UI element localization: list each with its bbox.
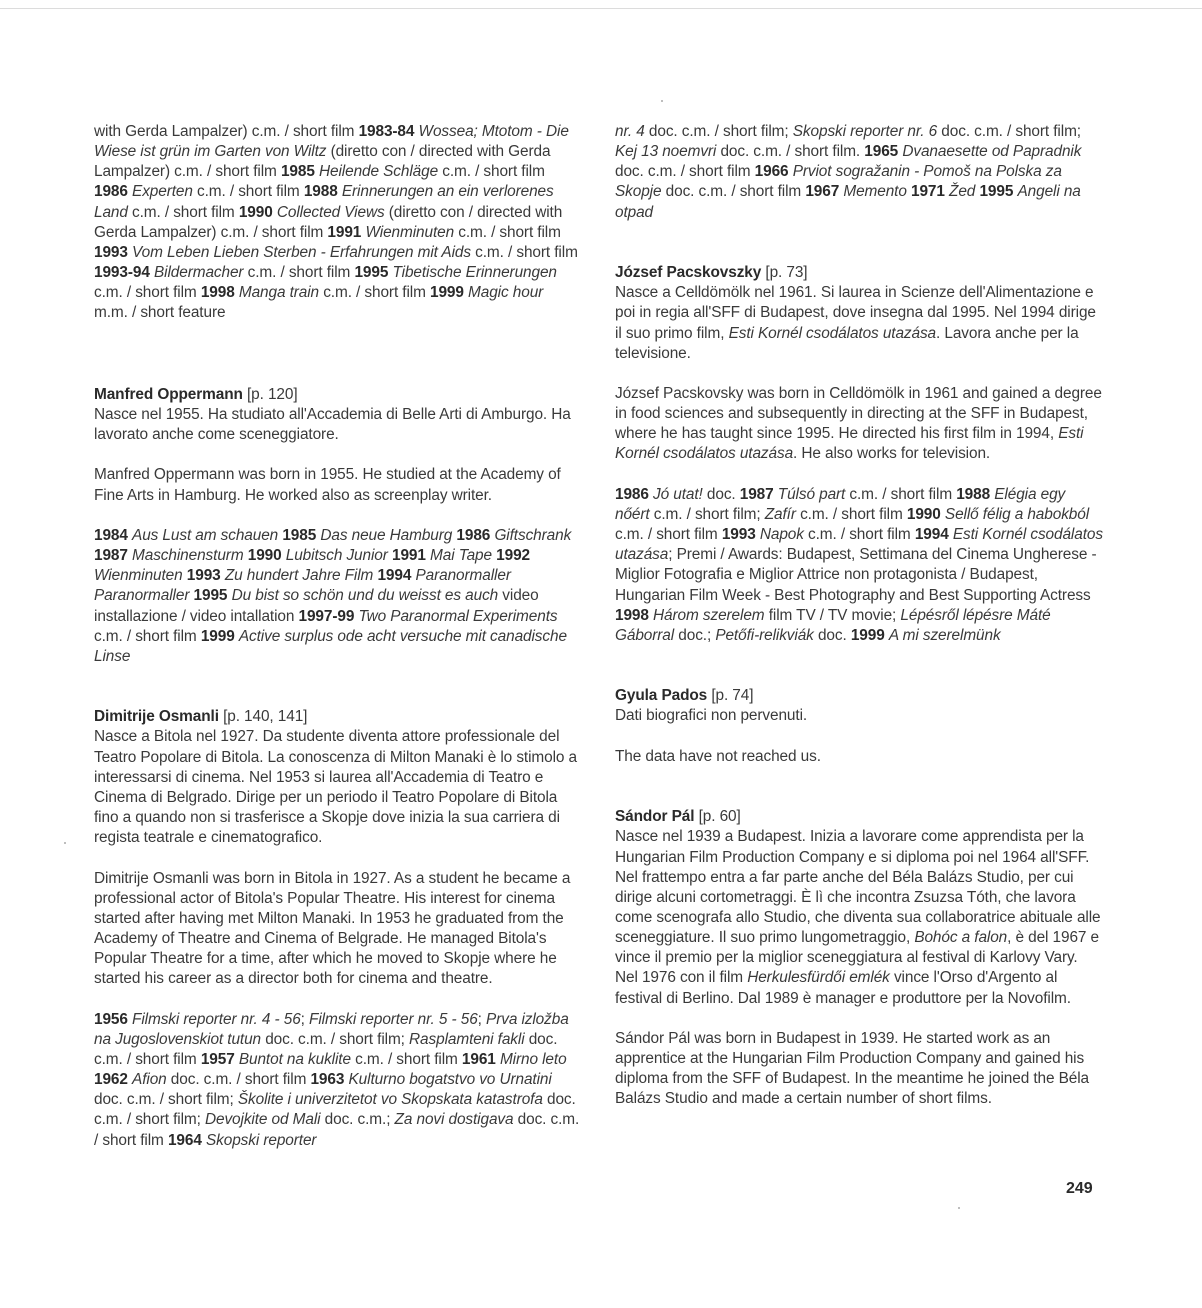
continued-filmography: [94, 122, 580, 324]
title: Három szerelem: [653, 606, 765, 624]
title: Two Paranormal Experiments: [358, 607, 558, 625]
biography-entry: [615, 263, 1103, 646]
text-run: doc. c.m. / short film: [661, 183, 806, 201]
continued-filmography: [615, 122, 1103, 223]
year: 1999: [200, 627, 235, 645]
page-reference: [p. 140, 141]: [218, 708, 308, 726]
text-run: c.m. / short film: [127, 203, 239, 221]
year: 1993: [94, 243, 128, 261]
text-run: . Lavora anche per la televisione.: [615, 324, 1079, 362]
year: 1966: [754, 163, 789, 181]
year: 1995: [354, 264, 389, 282]
text-run: doc. c.m. / short film;: [937, 123, 1081, 140]
text-run: Nasce a Celldömölk nel 1961. Si laurea in Scienze dell'Alimentazione e poi in regia all'SFF di Budapest, dove insegna dal 1995. Nel 1994 dirige il suo primo film,: [615, 284, 1096, 342]
title: Zafír: [764, 505, 796, 523]
title: Mai Tape: [430, 547, 492, 565]
title: Školite i univerzitetot vo Skopskata katastrofa: [237, 1091, 543, 1109]
year: 1985: [280, 163, 315, 181]
title: Prva izložba na Jugoslovenskiot tutun: [94, 1010, 569, 1048]
title: Filmski reporter nr. 5 - 56: [309, 1010, 478, 1028]
text-run: Nasce a Bitola nel 1927. Da studente diventa attore professionale del Teatro Popolare di Bitola. La conoscenza di Milton Manaki è lo stimolo a interessarsi di cinema. Nel 1953 si laurea all'Accademia di Teatro e Cinema di Belgrado. Dirige per un periodo il Teatro Popolare di Bitola fino a quando non si trasferisce a Skopje dove inizia la sua carriera di regista teatrale e cinematografico.: [94, 728, 578, 847]
person-name: József Pacskovszky: [615, 264, 762, 282]
title: Afion: [132, 1071, 167, 1089]
text-run: c.m. / short film: [803, 526, 915, 544]
text-run: . He also works for television.: [793, 445, 991, 463]
text-run: video installazione / video intallation: [94, 587, 539, 625]
title: Buntot na kuklite: [238, 1050, 351, 1068]
year: 1956: [94, 1010, 128, 1028]
title: Du bist so schön und du weisst es auch: [231, 587, 499, 605]
text-run: ;: [477, 1010, 487, 1028]
text-run: c.m. / short film: [94, 627, 201, 645]
year: 1962: [94, 1071, 128, 1089]
title: Experten: [132, 183, 193, 201]
filmography: [94, 526, 580, 667]
text-run: Nasce nel 1955. Ha studiato all'Accademia di Belle Arti di Amburgo. Ha lavorato anche come sceneggiatore.: [94, 406, 571, 444]
year: 1957: [200, 1050, 235, 1068]
year: 1988: [303, 183, 338, 201]
text-run: doc. c.m. / short film;: [94, 1091, 238, 1109]
text-run: doc. c.m. / short film;: [261, 1030, 410, 1048]
scan-edge-line: [0, 8, 1202, 9]
year: 1967: [805, 183, 840, 201]
year: 1985: [282, 526, 317, 544]
title: Giftschrank: [494, 526, 572, 544]
year: 1990: [247, 547, 282, 565]
title: Devojkite od Mali: [204, 1111, 321, 1129]
text-run: doc. c.m. / short film: [166, 1071, 311, 1089]
title: Collected Views: [276, 203, 385, 221]
year: 1984: [94, 526, 128, 544]
text-run: c.m. / short film: [350, 1050, 462, 1068]
title: Túlsó part: [777, 485, 846, 503]
title: Lubitsch Junior: [285, 547, 388, 565]
text-run: doc. c.m.;: [320, 1111, 395, 1129]
text-run: c.m. / short film;: [649, 505, 765, 523]
text-run: ; Premi / Awards: Budapest, Settimana del Cinema Ungherese - Miglior Fotografia e Miglior Attrice non protagonista / Budapest, Hungarian Film Week - Best Photography and Best Supporting Actress: [615, 546, 1097, 604]
text-run: Manfred Oppermann was born in 1955. He studied at the Academy of Fine Arts in Hamburg. He worked also as screenplay writer.: [94, 466, 561, 504]
bio-italian: [615, 706, 1103, 726]
title: Rasplamteni fakli: [409, 1030, 525, 1048]
text-run: with Gerda Lampalzer) c.m. / short film: [94, 123, 359, 140]
text-run: c.m. / short film: [454, 223, 561, 241]
year: 1994: [377, 567, 412, 585]
text-run: doc.: [813, 626, 851, 644]
title: Heilende Schläge: [319, 163, 439, 181]
title: Das neue Hamburg: [320, 526, 453, 544]
title: Dvanaesette od Papradnik: [902, 143, 1082, 161]
text-run: c.m. / short film: [243, 264, 355, 282]
entry-heading: [615, 263, 1103, 283]
title: Za novi dostigava: [394, 1111, 514, 1129]
page-reference: [p. 73]: [761, 264, 808, 282]
person-name: Dimitrije Osmanli: [94, 708, 219, 726]
text-run: Dimitrije Osmanli was born in Bitola in 1927. As a student he became a professional actor of Bitola's Popular Theatre. His interest for cinema started after having met Milton Manaki. In 1953 he graduated from the Academy of Theatre and Cinema of Belgrade. He managed Bitola's Popular Theatre for a time, after which he moved to Skopje where he started his career as a director both for cinema and theatre.: [94, 869, 571, 988]
year: 1986: [456, 526, 491, 544]
title: Prviot sogražanin - Pomoš na Polska za Skopje: [615, 163, 1062, 201]
scan-speck: [661, 100, 663, 102]
bio-english: [94, 465, 580, 505]
text-run: doc. c.m. / short film;: [94, 1091, 576, 1129]
text-run: (diretto con / directed with Gerda Lampalzer) c.m. / short film: [94, 203, 563, 241]
bio-italian: [94, 405, 580, 445]
title: A mi szerelmünk: [888, 626, 1001, 644]
year: 1993: [186, 567, 221, 585]
page-reference: [p. 120]: [242, 385, 298, 403]
title: Aus Lust am schauen: [132, 526, 279, 544]
title: Skopski reporter nr. 6: [792, 123, 938, 140]
entry-heading: [615, 807, 1103, 827]
year: 1987: [739, 485, 774, 503]
title: Elégia egy nőért: [615, 485, 1066, 523]
entry-heading: [615, 686, 1103, 706]
title: Magic hour: [468, 284, 544, 302]
filmography: [615, 485, 1103, 646]
title: Jó utat!: [653, 485, 703, 503]
year: 1993: [721, 526, 756, 544]
title: Petőfi-relikviák: [715, 626, 814, 644]
title: Kej 13 noemvri: [615, 143, 717, 161]
title: Wossea; Mtotom - Die Wiese ist grün im Garten von Wiltz: [94, 123, 569, 161]
text-run: (diretto con / directed with Gerda Lampalzer) c.m. / short film: [94, 143, 551, 181]
bio-english: [615, 1029, 1103, 1110]
title: Wienminuten: [94, 567, 183, 585]
bio-english: [615, 747, 1103, 767]
year: 1987: [94, 547, 128, 565]
year: 1965: [864, 143, 899, 161]
bio-italian: [615, 283, 1103, 364]
year: 1995: [979, 183, 1014, 201]
text-run: doc. c.m. / short film: [615, 163, 755, 181]
title: nr. 4: [615, 123, 645, 140]
year: 1961: [461, 1050, 496, 1068]
text-run: doc. c.m. / short film: [94, 1111, 580, 1149]
bio-english: [615, 384, 1103, 465]
year: 1999: [850, 626, 885, 644]
title: Zu hundert Jahre Film: [224, 567, 374, 585]
title: Skopski reporter: [206, 1131, 317, 1149]
text-run: ;: [300, 1010, 310, 1028]
title: Memento: [843, 183, 907, 201]
title: Esti Kornél csodálatos utazása: [615, 425, 1084, 463]
title: Wienminuten: [365, 223, 455, 241]
title: Filmski reporter nr. 4 - 56: [132, 1010, 301, 1028]
year: 1999: [430, 284, 464, 302]
text-run: doc. c.m. / short film;: [644, 123, 793, 140]
text-run: doc.;: [674, 626, 716, 644]
text-run: film TV / TV movie;: [764, 606, 901, 624]
biography-entry: [94, 707, 580, 1150]
text-run: c.m. / short film: [438, 163, 545, 181]
text-run: c.m. / short film: [94, 284, 201, 302]
left-column: [94, 122, 580, 1151]
year: 1983-84: [358, 123, 415, 140]
text-run: c.m. / short film: [845, 485, 957, 503]
right-column: [615, 122, 1103, 1110]
year: 1994: [914, 526, 949, 544]
bio-italian: [615, 827, 1103, 1008]
entry-heading: [94, 707, 580, 727]
text-run: c.m. / short film: [192, 183, 304, 201]
text-run: vince l'Orso d'Argento al festival di Berlino. Dal 1989 è manager e produttore per la Novofilm.: [615, 969, 1071, 1007]
biography-entry: [615, 686, 1103, 767]
title: Mirno leto: [499, 1050, 567, 1068]
year: 1998: [615, 606, 649, 624]
year: 1998: [200, 284, 235, 302]
text-run: Dati biografici non pervenuti.: [615, 707, 808, 725]
title: Tibetische Erinnerungen: [392, 264, 557, 282]
title: Active surplus ode acht versuche mit canadische Linse: [94, 627, 567, 665]
title: Sellő félig a habokból: [944, 505, 1090, 523]
bio-english: [94, 869, 580, 990]
title: Herkulesfürdői emlék: [747, 969, 890, 987]
title: Angeli na otpad: [615, 183, 1081, 221]
scan-speck: [958, 1207, 960, 1209]
text-run: doc.: [702, 485, 740, 503]
year: 1993-94: [94, 264, 150, 282]
title: Maschinensturm: [132, 547, 244, 565]
page-reference: [p. 74]: [707, 687, 754, 705]
year: 1971: [911, 183, 945, 201]
text-run: m.m. / short feature: [94, 304, 226, 322]
title: Esti Kornél csodálatos utazása: [615, 526, 1103, 564]
text-run: doc. c.m. / short film: [94, 1030, 558, 1068]
title: Žed: [949, 183, 976, 201]
year: 1986: [94, 183, 128, 201]
title: Vom Leben Lieben Sterben - Erfahrungen mit Aids: [132, 243, 471, 261]
person-name: Gyula Pados: [615, 687, 708, 705]
text-run: c.m. / short film: [319, 284, 431, 302]
biography-entry: [615, 807, 1103, 1109]
text-run: The data have not reached us.: [615, 747, 821, 765]
title: Lépésről lépésre Máté Gáborral: [615, 606, 1051, 644]
year: 1964: [167, 1131, 202, 1149]
title: Paranormaller Paranormaller: [94, 567, 511, 605]
biography-entry: [94, 385, 580, 667]
year: 1990: [906, 505, 941, 523]
year: 1986: [615, 485, 649, 503]
title: Manga train: [238, 284, 320, 302]
year: 1988: [956, 485, 991, 503]
year: 1992: [496, 547, 530, 565]
text-run: c.m. / short film: [615, 526, 722, 544]
title: Erinnerungen an ein verlorenes Land: [94, 183, 554, 221]
scan-speck: [64, 842, 66, 844]
title: Esti Kornél csodálatos utazása: [728, 324, 937, 342]
year: 1990: [238, 203, 273, 221]
title: Kulturno bogatstvo vo Urnatini: [348, 1071, 552, 1089]
text-run: c.m. / short film: [795, 505, 907, 523]
year: 1997-99: [298, 607, 355, 625]
text-run: Nasce nel 1939 a Budapest. Inizia a lavorare come apprendista per la Hungarian Film Production Company e si diploma poi nel 1964 all'SFF. Nel frattempo entra a far parte anche del Béla Balázs Studio, per cui dirige alcuni cortometraggi. È lì che incontra Zsuzsa Tóth, che lavora come scenografa allo Studio, che diventa sua collaboratrice abituale alle sceneggiature. Il suo primo lungometraggio,: [615, 828, 1101, 947]
text-run: , è del 1967 e vince il premio per la miglior sceneggiatura al festival di Karlovy Vary. Nel 1976 con il film: [615, 929, 1100, 987]
text-run: c.m. / short film: [470, 243, 578, 261]
year: 1963: [310, 1071, 345, 1089]
title: Bildermacher: [153, 264, 244, 282]
year: 1991: [327, 223, 362, 241]
text-run: Sándor Pál was born in Budapest in 1939. He started work as an apprentice at the Hungarian Film Production Company and gained his diploma from the SFF of Budapest. In the meantime he joined the Béla Balázs Studio and made a certain number of short films.: [615, 1029, 1090, 1108]
entry-heading: [94, 385, 580, 405]
page-reference: [p. 60]: [694, 808, 741, 826]
title: Bohóc a falon: [914, 929, 1008, 947]
text-run: József Pacskovsky was born in Celldömölk in 1961 and gained a degree in food sciences and subsequently in directing at the SFF in Budapest, where he has taught since 1995. He directed his first film in 1994,: [615, 385, 1102, 443]
year: 1995: [193, 587, 228, 605]
filmography: [94, 1010, 580, 1151]
year: 1991: [391, 547, 426, 565]
page-number: 249: [1066, 1180, 1093, 1197]
person-name: Manfred Oppermann: [94, 385, 243, 403]
text-run: doc. c.m. / short film.: [716, 143, 865, 161]
person-name: Sándor Pál: [615, 808, 695, 826]
bio-italian: [94, 727, 580, 848]
title: Napok: [759, 526, 804, 544]
